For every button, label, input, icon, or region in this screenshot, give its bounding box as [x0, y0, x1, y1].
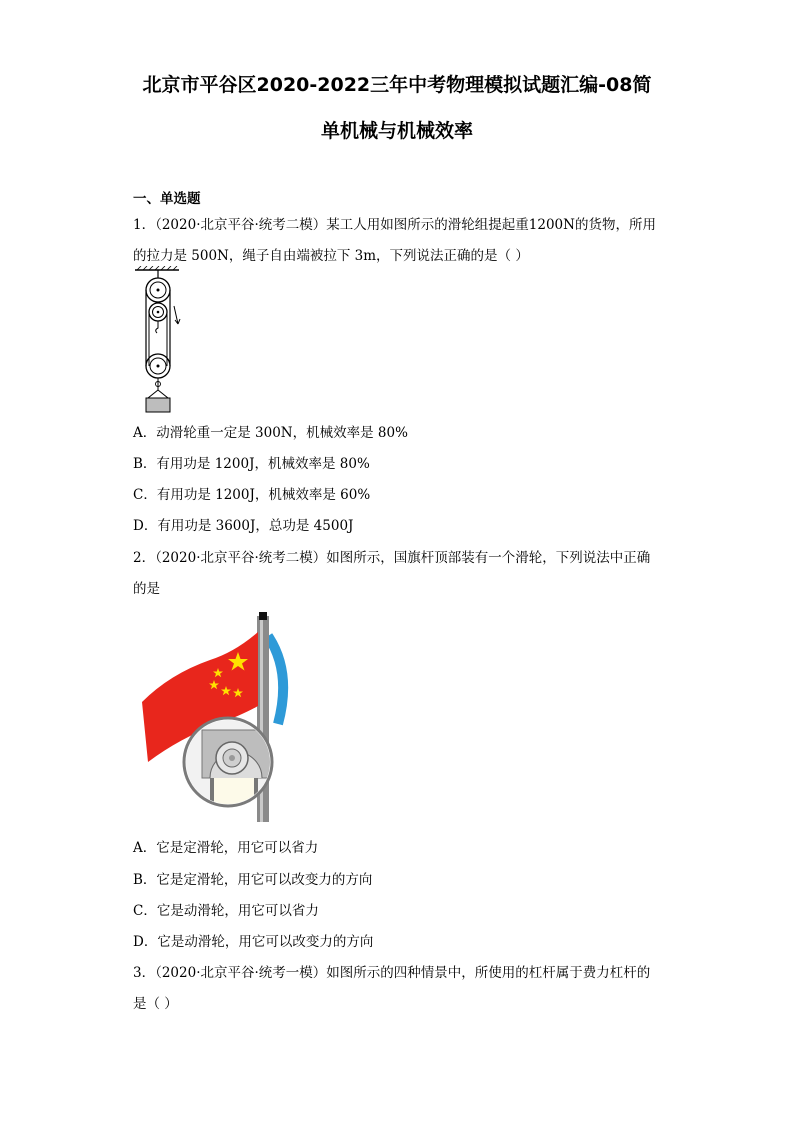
- q1-option-d: D．有用功是 3600J，总功是 4500J: [133, 518, 354, 534]
- q1-stem-line1: 1．（2020·北京平谷·统考二模）某工人用如图所示的滑轮组提起重1200N的货物，所用: [133, 217, 656, 233]
- q2-option-d: D．它是动滑轮，用它可以改变力的方向: [133, 934, 374, 950]
- q2-option-a: A．它是定滑轮，用它可以省力: [133, 840, 319, 856]
- q2-option-b: B．它是定滑轮，用它可以改变力的方向: [133, 872, 373, 888]
- q1-option-b: B．有用功是 1200J，机械效率是 80%: [133, 456, 370, 472]
- q2-option-c: C．它是动滑轮，用它可以省力: [133, 903, 319, 919]
- doc-title-line1: 北京市平谷区2020-2022三年中考物理模拟试题汇编-08简: [142, 74, 652, 96]
- q2-stem-line2: 的是: [133, 581, 160, 597]
- q1-option-a: A．动滑轮重一定是 300N，机械效率是 80%: [133, 425, 408, 441]
- q1-option-c: C．有用功是 1200J，机械效率是 60%: [133, 487, 371, 503]
- flagpole-pulley-figure: [140, 612, 300, 824]
- doc-title-line2: 单机械与机械效率: [320, 120, 473, 142]
- section-heading: 一、单选题: [133, 191, 201, 207]
- q3-stem-line1: 3．（2020·北京平谷·统考一模）如图所示的四种情景中，所使用的杠杆属于费力杠杆的: [133, 965, 651, 981]
- q1-stem-line2: 的拉力是 500N，绳子自由端被拉下 3m，下列说法正确的是（ ）: [133, 248, 529, 264]
- q2-stem-line1: 2．（2020·北京平谷·统考二模）如图所示，国旗杆顶部装有一个滑轮，下列说法中正确: [133, 550, 651, 566]
- pulley-system-figure: [133, 266, 193, 414]
- q3-stem-line2: 是（ ）: [133, 996, 178, 1012]
